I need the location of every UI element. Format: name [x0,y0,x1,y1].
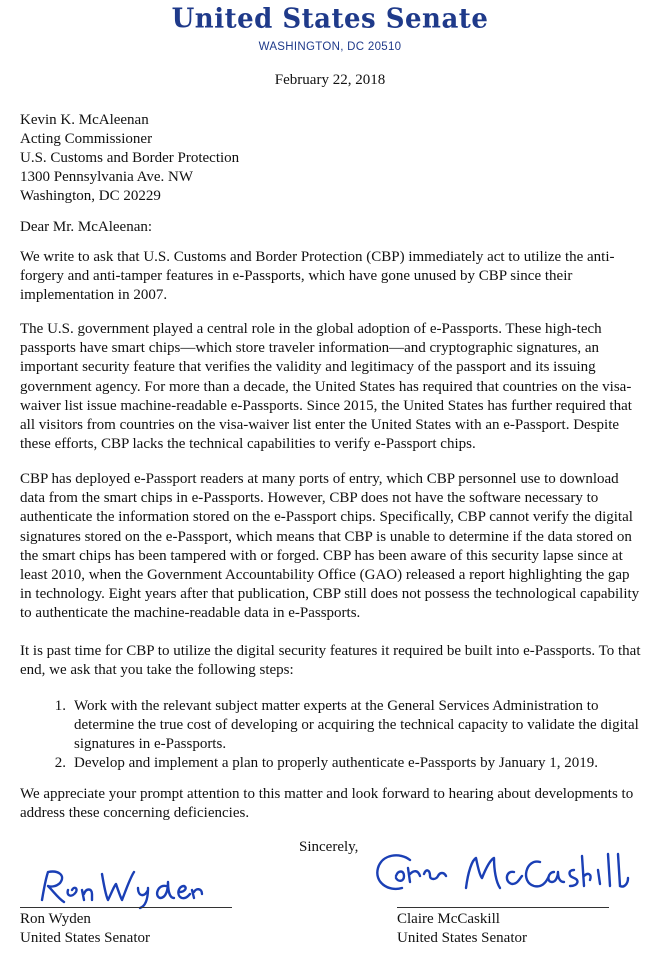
steps-list [20,697,642,773]
signer-right [397,910,527,948]
step-text: Work with the relevant subject matter experts at the General Services Administration to determine the true cost of developing or acquiring the technical capacity to validate the digital signatures in e-Passports. [74,698,639,752]
recipient-address [20,111,239,206]
recipient-title: Acting Commissioner [20,131,153,147]
step-number: 2. [54,755,66,771]
recipient-agency: U.S. Customs and Border Protection [20,150,240,166]
step-text: Develop and implement a plan to properly authenticate e-Passports by January 1, 2019. [74,755,599,771]
signer-name: Ron Wyden [20,911,91,927]
salutation: Dear Mr. McAleenan: [20,219,153,235]
letterhead-subtitle: WASHINGTON, DC 20510 [258,41,402,53]
signer-title: United States Senator [20,930,150,946]
signer-left [20,910,150,948]
signer-title: United States Senator [397,930,527,946]
list-item [20,754,642,773]
signature-ron-wyden [36,866,206,910]
body-paragraph-3: CBP has deployed e-Passport readers at many ports of entry, which CBP personnel use to download data from the smart chips in e-Passports. However, CBP does not have the software necessary to authenticate the information stored on the e-Passport chips. Specifically, CBP cannot verify the digital signatures stored on the e-Passport, which means that CBP is unable to determine if the data stored on the smart chips has been tampered with or forged. CBP has been aware of this security lapse since at least 2010, when the Government Accountability Office (GAO) released a report highlighting the gap in technology. Eight years after that publication, CBP still does not possess the technological capability to authenticate the machine-readable data in e-Passports. [20,471,640,622]
recipient-city: Washington, DC 20229 [20,188,161,204]
body-paragraph-1: We write to ask that U.S. Customs and Border Protection (CBP) immediately act to utilize the anti-forgery and anti-tamper features in e-Passports, which have gone unused by CBP since their implementation in 2007. [20,249,615,304]
signer-name: Claire McCaskill [397,911,500,927]
closing-paragraph: We appreciate your prompt attention to this matter and look forward to hearing about developments to address these concerning deficiencies. [20,786,634,822]
recipient-street: 1300 Pennsylvania Ave. NW [20,169,194,185]
letterhead-title: United States Senate [171,3,489,35]
recipient-name: Kevin K. McAleenan [20,112,149,128]
body-paragraph-2: The U.S. government played a central role in the global adoption of e-Passports. These high-tech passports have smart chips—which store traveler information—and cryptographic signatures, an important security feature that verifies the validity and legitimacy of the passport and its issuing government agency. For more than a decade, the United States has required that countries on the visa-waiver list issue machine-readable e-Passports. Since 2015, the United States has further required that all visitors from countries on the visa-waiver list enter the United States with an e-Passport. Despite these efforts, CBP lacks the technical capabilities to verify e-Passport chips. [20,321,632,453]
closing: Sincerely, [299,839,359,855]
signature-claire-mccaskill [370,848,632,904]
letter-date: February 22, 2018 [274,72,386,88]
step-number: 1. [54,698,66,714]
body-paragraph-4: It is past time for CBP to utilize the digital security features it required be built into e-Passports. To that end, we ask that you take the following steps: [20,643,641,679]
signature-line-right [397,907,609,908]
list-item [20,697,642,754]
signature-line-left [20,907,232,908]
